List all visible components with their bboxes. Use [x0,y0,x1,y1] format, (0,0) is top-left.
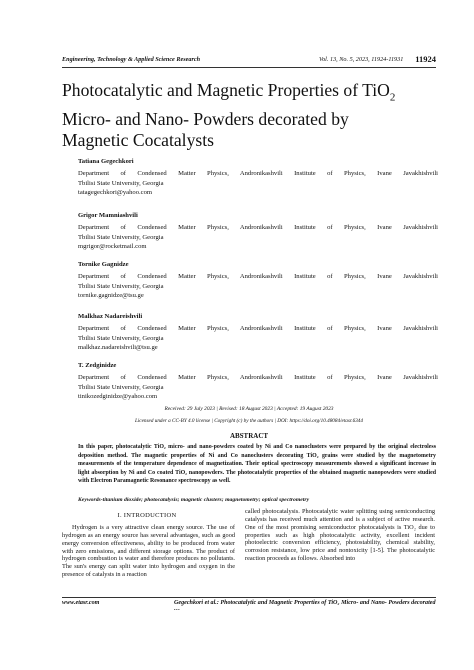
author-affiliation: Department of Condensed Matter Physics, Andronikashvili Institute of Physics, Ivane Javakhishvili [78,325,438,333]
author-affiliation: Department of Condensed Matter Physics, Andronikashvili Institute of Physics, Ivane Javakhishvili [78,374,438,382]
author-block [78,361,438,401]
author-name: Grigor Mamniashvili [78,212,138,219]
footer-rule [62,597,436,598]
paper-title: Photocatalytic and Magnetic Properties of TiO$_2$ Micro- and Nano- Powders decorated by Magnetic Cocatalysts [62,80,396,150]
abstract-heading: ABSTRACT [229,432,269,440]
author-name: T. Zedginidze [78,362,117,369]
license-doi: Licensed under a CC-BY 4.0 license | Copyright (c) by the authors | DOI: https://doi.org/10.48084/etasr.6344 [134,418,363,424]
author-block [78,211,438,251]
footer-citation: Gegechkori et al.: Photocatalytic and Magnetic Properties of TiO₂ Micro- and Nano- Powders decorated … [174,600,436,612]
author-name: Tornike Gagnidze [78,261,129,268]
section-heading: I. INTRODUCTION [117,512,177,519]
journal-name: Engineering, Technology & Applied Science Research [62,56,201,63]
page-number: 11924 [415,54,436,64]
header-rule [62,67,436,68]
author-university: Tbilisi State University, Georgia [78,334,164,342]
volume-info: Vol. 13, No. 5, 2023, 11924-11931 [319,56,404,63]
author-affiliation: Department of Condensed Matter Physics, Andronikashvili Institute of Physics, Ivane Javakhishvili [78,170,438,178]
website-link[interactable]: www.etasr.com [62,600,100,606]
author-university: Tbilisi State University, Georgia [78,179,164,187]
author-university: Tbilisi State University, Georgia [78,233,164,241]
author-name: Malkhaz Nadareishvili [78,313,143,320]
running-header [62,55,436,67]
author-affiliation: Department of Condensed Matter Physics, Andronikashvili Institute of Physics, Ivane Javakhishvili [78,273,438,281]
left-column-text: Hydrogen is a very attractive clean energy source. The use of hydrogen as an energy source has several advantages, such as good energy conversion effectiveness, ability to be produced from water with zero emissions, and different storage options. The product of hydrogen combustion is water and therefore produces no pollutants. The sun's energy can split water into hydrogen and oxygen in the presence of catalysts in a reaction [62,524,235,579]
author-email: tatagegechkori@yahoo.com [78,188,152,196]
abstract-text: In this paper, photocatalytic TiO₂ micro- and nano-powders coated by Ni and Co nanoclusters were prepared by the original electroless deposition method. The magnetic properties of Ni and Co nanoclusters decorating TiO₂ grains were studied by the magnetometry measurements of the temperature dependence of magnetization. Their optical spectroscopy measurements showed a significant increase in light absorption by Ni and Co coated TiO₂ nanopowders. The photocatalytic properties of the obtained magnetic nanopowders were studied with Electron Paramagnetic Resonance spectroscopy as well. [78,444,436,484]
submission-dates: Received: 29 July 2023 | Revised: 18 August 2023 | Accepted: 19 August 2023 [164,406,334,412]
author-email: tinikozedginidze@yahoo.com [78,392,158,400]
author-university: Tbilisi State University, Georgia [78,282,164,290]
author-block [78,312,438,352]
right-column-text: called photocatalysis. Photocatalytic water splitting using semiconducting catalysts has received much attention and is a subject of active research. One of the most promising semiconductor photocatalysts is TiO₂ due to properties such as high photocatalytic activity, excellent incident photoelectric conversion efficiency, photostability, chemical stability, corrosion resistance, low price and nontoxicity [1-5]. The photocatalytic reaction proceeds as follows. Absorbed into [245,508,435,563]
author-affiliation: Department of Condensed Matter Physics, Andronikashvili Institute of Physics, Ivane Javakhishvili [78,224,438,232]
author-name: Tatiana Gegechkori [78,158,134,165]
author-block [78,260,438,300]
author-university: Tbilisi State University, Georgia [78,383,164,391]
author-email: malkhaz.nadareishvili@tsu.ge [78,343,158,351]
author-email: mgrigor@rocketmail.com [78,242,147,250]
author-email: tornike.gagnidze@tsu.ge [78,291,144,299]
keywords: Keywords-titanium dioxide; photocatalysis; magnetic clusters; magnetometry; optical spectrometry [78,497,310,503]
author-block [78,157,438,197]
